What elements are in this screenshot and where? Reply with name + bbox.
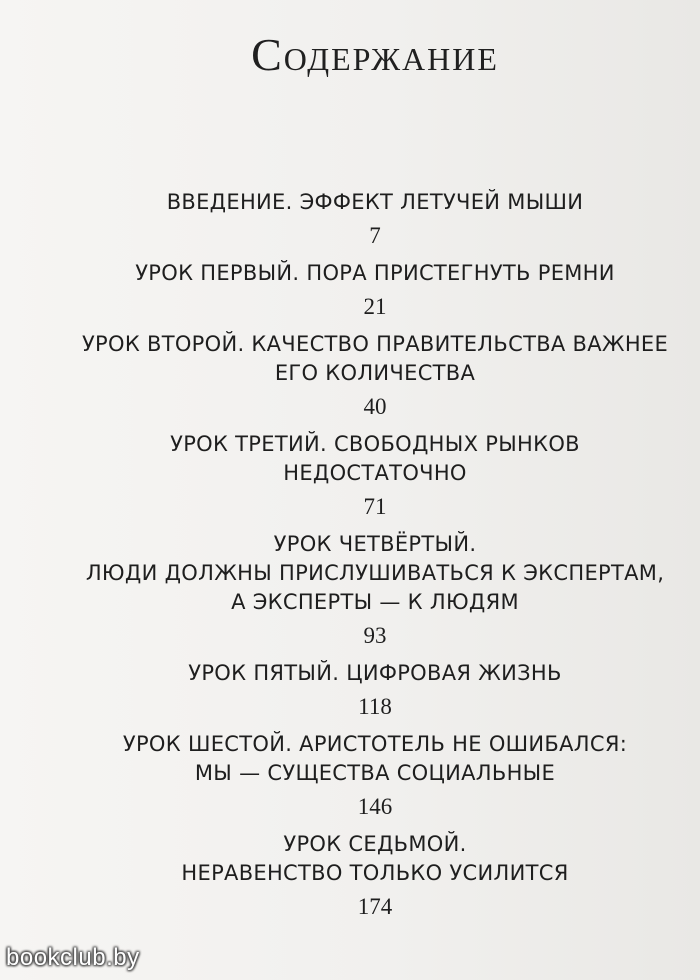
toc-entry-page: 40 xyxy=(363,394,387,419)
toc-entry-title: УРОК ВТОРОЙ. КАЧЕСТВО ПРАВИТЕЛЬСТВА ВАЖНЕЕ ЕГО КОЛИЧЕСТВА xyxy=(81,332,669,385)
toc-entry-title: УРОК ПЕРВЫЙ. ПОРА ПРИСТЕГНУТЬ РЕМНИ xyxy=(135,261,615,285)
toc-entry xyxy=(0,730,700,821)
toc-entry xyxy=(0,259,700,321)
toc-entry-page: 7 xyxy=(369,223,381,248)
watermark-logo: bookclub.by xyxy=(6,944,140,971)
toc-entry xyxy=(0,188,700,250)
toc-entry-page: 93 xyxy=(363,623,387,648)
toc-entry-title: ВВЕДЕНИЕ. ЭФФЕКТ ЛЕТУЧЕЙ МЫШИ xyxy=(166,190,584,214)
toc-entry xyxy=(0,830,700,921)
toc-entry xyxy=(0,430,700,521)
toc-entry xyxy=(0,330,700,421)
toc-entry xyxy=(0,659,700,721)
table-of-contents xyxy=(0,188,700,930)
toc-entry-title: УРОК ПЯТЫЙ. ЦИФРОВАЯ ЖИЗНЬ xyxy=(188,661,562,685)
toc-entry-title: УРОК ШЕСТОЙ. АРИСТОТЕЛЬ НЕ ОШИБАЛСЯ: МЫ — СУЩЕСТВА СОЦИАЛЬНЫЕ xyxy=(122,732,628,785)
toc-entry-page: 118 xyxy=(358,694,392,719)
toc-entry-page: 21 xyxy=(363,294,387,319)
toc-entry xyxy=(0,530,700,650)
toc-entry-page: 71 xyxy=(363,494,387,519)
toc-entry-title: УРОК ЧЕТВЁРТЫЙ. ЛЮДИ ДОЛЖНЫ ПРИСЛУШИВАТЬСЯ К ЭКСПЕРТАМ, А ЭКСПЕРТЫ — К ЛЮДЯМ xyxy=(85,532,665,614)
toc-entry-page: 146 xyxy=(357,794,393,819)
toc-entry-title: УРОК СЕДЬМОЙ. НЕРАВЕНСТВО ТОЛЬКО УСИЛИТСЯ xyxy=(181,832,569,885)
toc-entry-title: УРОК ТРЕТИЙ. СВОБОДНЫХ РЫНКОВ НЕДОСТАТОЧНО xyxy=(170,432,580,485)
page-title: Содержание xyxy=(251,29,499,80)
toc-entry-page: 174 xyxy=(357,894,393,919)
